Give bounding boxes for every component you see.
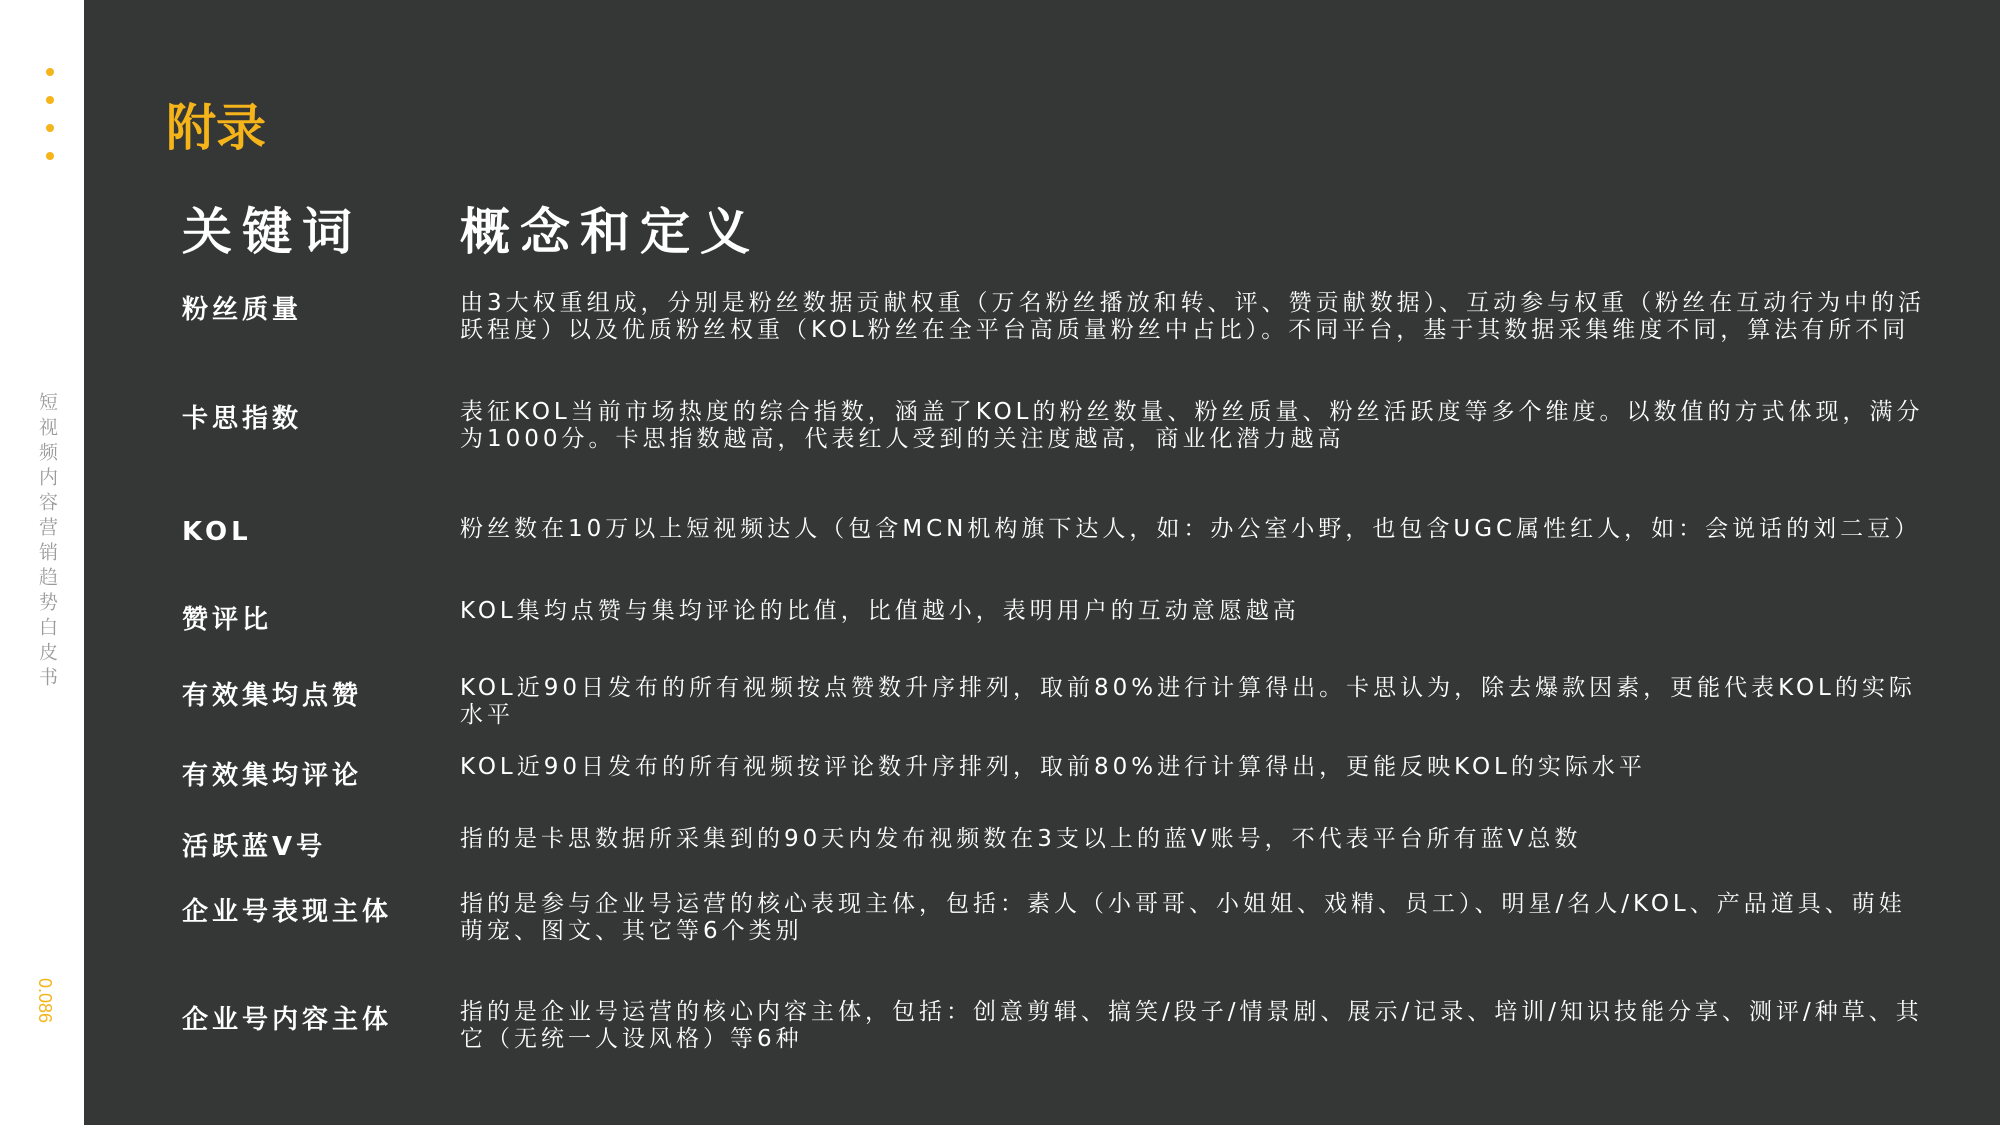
side-title: 短视频内容营销趋势白皮书 <box>36 392 58 692</box>
definition-fan-quality: 由3大权重组成，分别是粉丝数据贡献权重（万名粉丝播放和转、评、赞贡献数据）、互动参与权重（粉丝在互动行为中的活跃程度）以及优质粉丝权重（KOL粉丝在全平台高质量粉丝中占比）。不同平台，基于其数据采集维度不同，算法有所不同 <box>460 290 1926 343</box>
definition-effective-avg-comments: KOL近90日发布的所有视频按评论数升序排列，取前80%进行计算得出，更能反映KOL的实际水平 <box>460 754 1646 780</box>
term-effective-avg-likes: 有效集均点赞 <box>182 681 363 711</box>
term-active-blue-v: 活跃蓝V号 <box>182 832 327 862</box>
definition-enterprise-performer: 指的是参与企业号运营的核心表现主体，包括：素人（小哥哥、小姐姐、戏精、员工）、明星/名人/KOL、产品道具、萌娃萌宠、图文、其它等6个类别 <box>460 891 1906 944</box>
definition-like-comment-ratio: KOL集均点赞与集均评论的比值，比值越小，表明用户的互动意愿越高 <box>460 598 1300 624</box>
decorative-dots <box>46 68 56 180</box>
dot-icon <box>46 96 54 104</box>
term-kol: KOL <box>182 517 252 547</box>
definition-active-blue-v: 指的是卡思数据所采集到的90天内发布视频数在3支以上的蓝V账号，不代表平台所有蓝V总数 <box>460 826 1582 852</box>
term-like-comment-ratio: 赞评比 <box>182 605 273 635</box>
page-number: 0.086 <box>35 978 55 1024</box>
column-header-concept: 概念和定义 <box>460 203 760 261</box>
definition-kasi-index: 表征KOL当前市场热度的综合指数，涵盖了KOL的粉丝数量、粉丝质量、粉丝活跃度等多个维度。以数值的方式体现，满分为1000分。卡思指数越高，代表红人受到的关注度越高，商业化潜力越高 <box>460 399 1924 452</box>
dot-icon <box>46 152 54 160</box>
definition-effective-avg-likes: KOL近90日发布的所有视频按点赞数升序排列，取前80%进行计算得出。卡思认为，除去爆款因素，更能代表KOL的实际水平 <box>460 675 1916 728</box>
page-title: 附录 <box>166 99 266 157</box>
dot-icon <box>46 124 54 132</box>
column-header-keyword: 关键词 <box>182 203 362 261</box>
term-fan-quality: 粉丝质量 <box>182 295 303 325</box>
term-enterprise-performer: 企业号表现主体 <box>182 897 393 927</box>
term-enterprise-content: 企业号内容主体 <box>182 1005 393 1035</box>
term-effective-avg-comments: 有效集均评论 <box>182 761 363 791</box>
definition-enterprise-content: 指的是企业号运营的核心内容主体，包括：创意剪辑、搞笑/段子/情景剧、展示/记录、培训/知识技能分享、测评/种草、其它（无统一人设风格）等6种 <box>460 999 1923 1052</box>
dot-icon <box>46 68 54 76</box>
sidebar <box>0 0 84 1125</box>
definition-kol: 粉丝数在10万以上短视频达人（包含MCN机构旗下达人，如：办公室小野，也包含UGC属性红人，如：会说话的刘二豆） <box>460 516 1922 542</box>
term-kasi-index: 卡思指数 <box>182 404 303 434</box>
content-panel <box>84 0 2000 1125</box>
